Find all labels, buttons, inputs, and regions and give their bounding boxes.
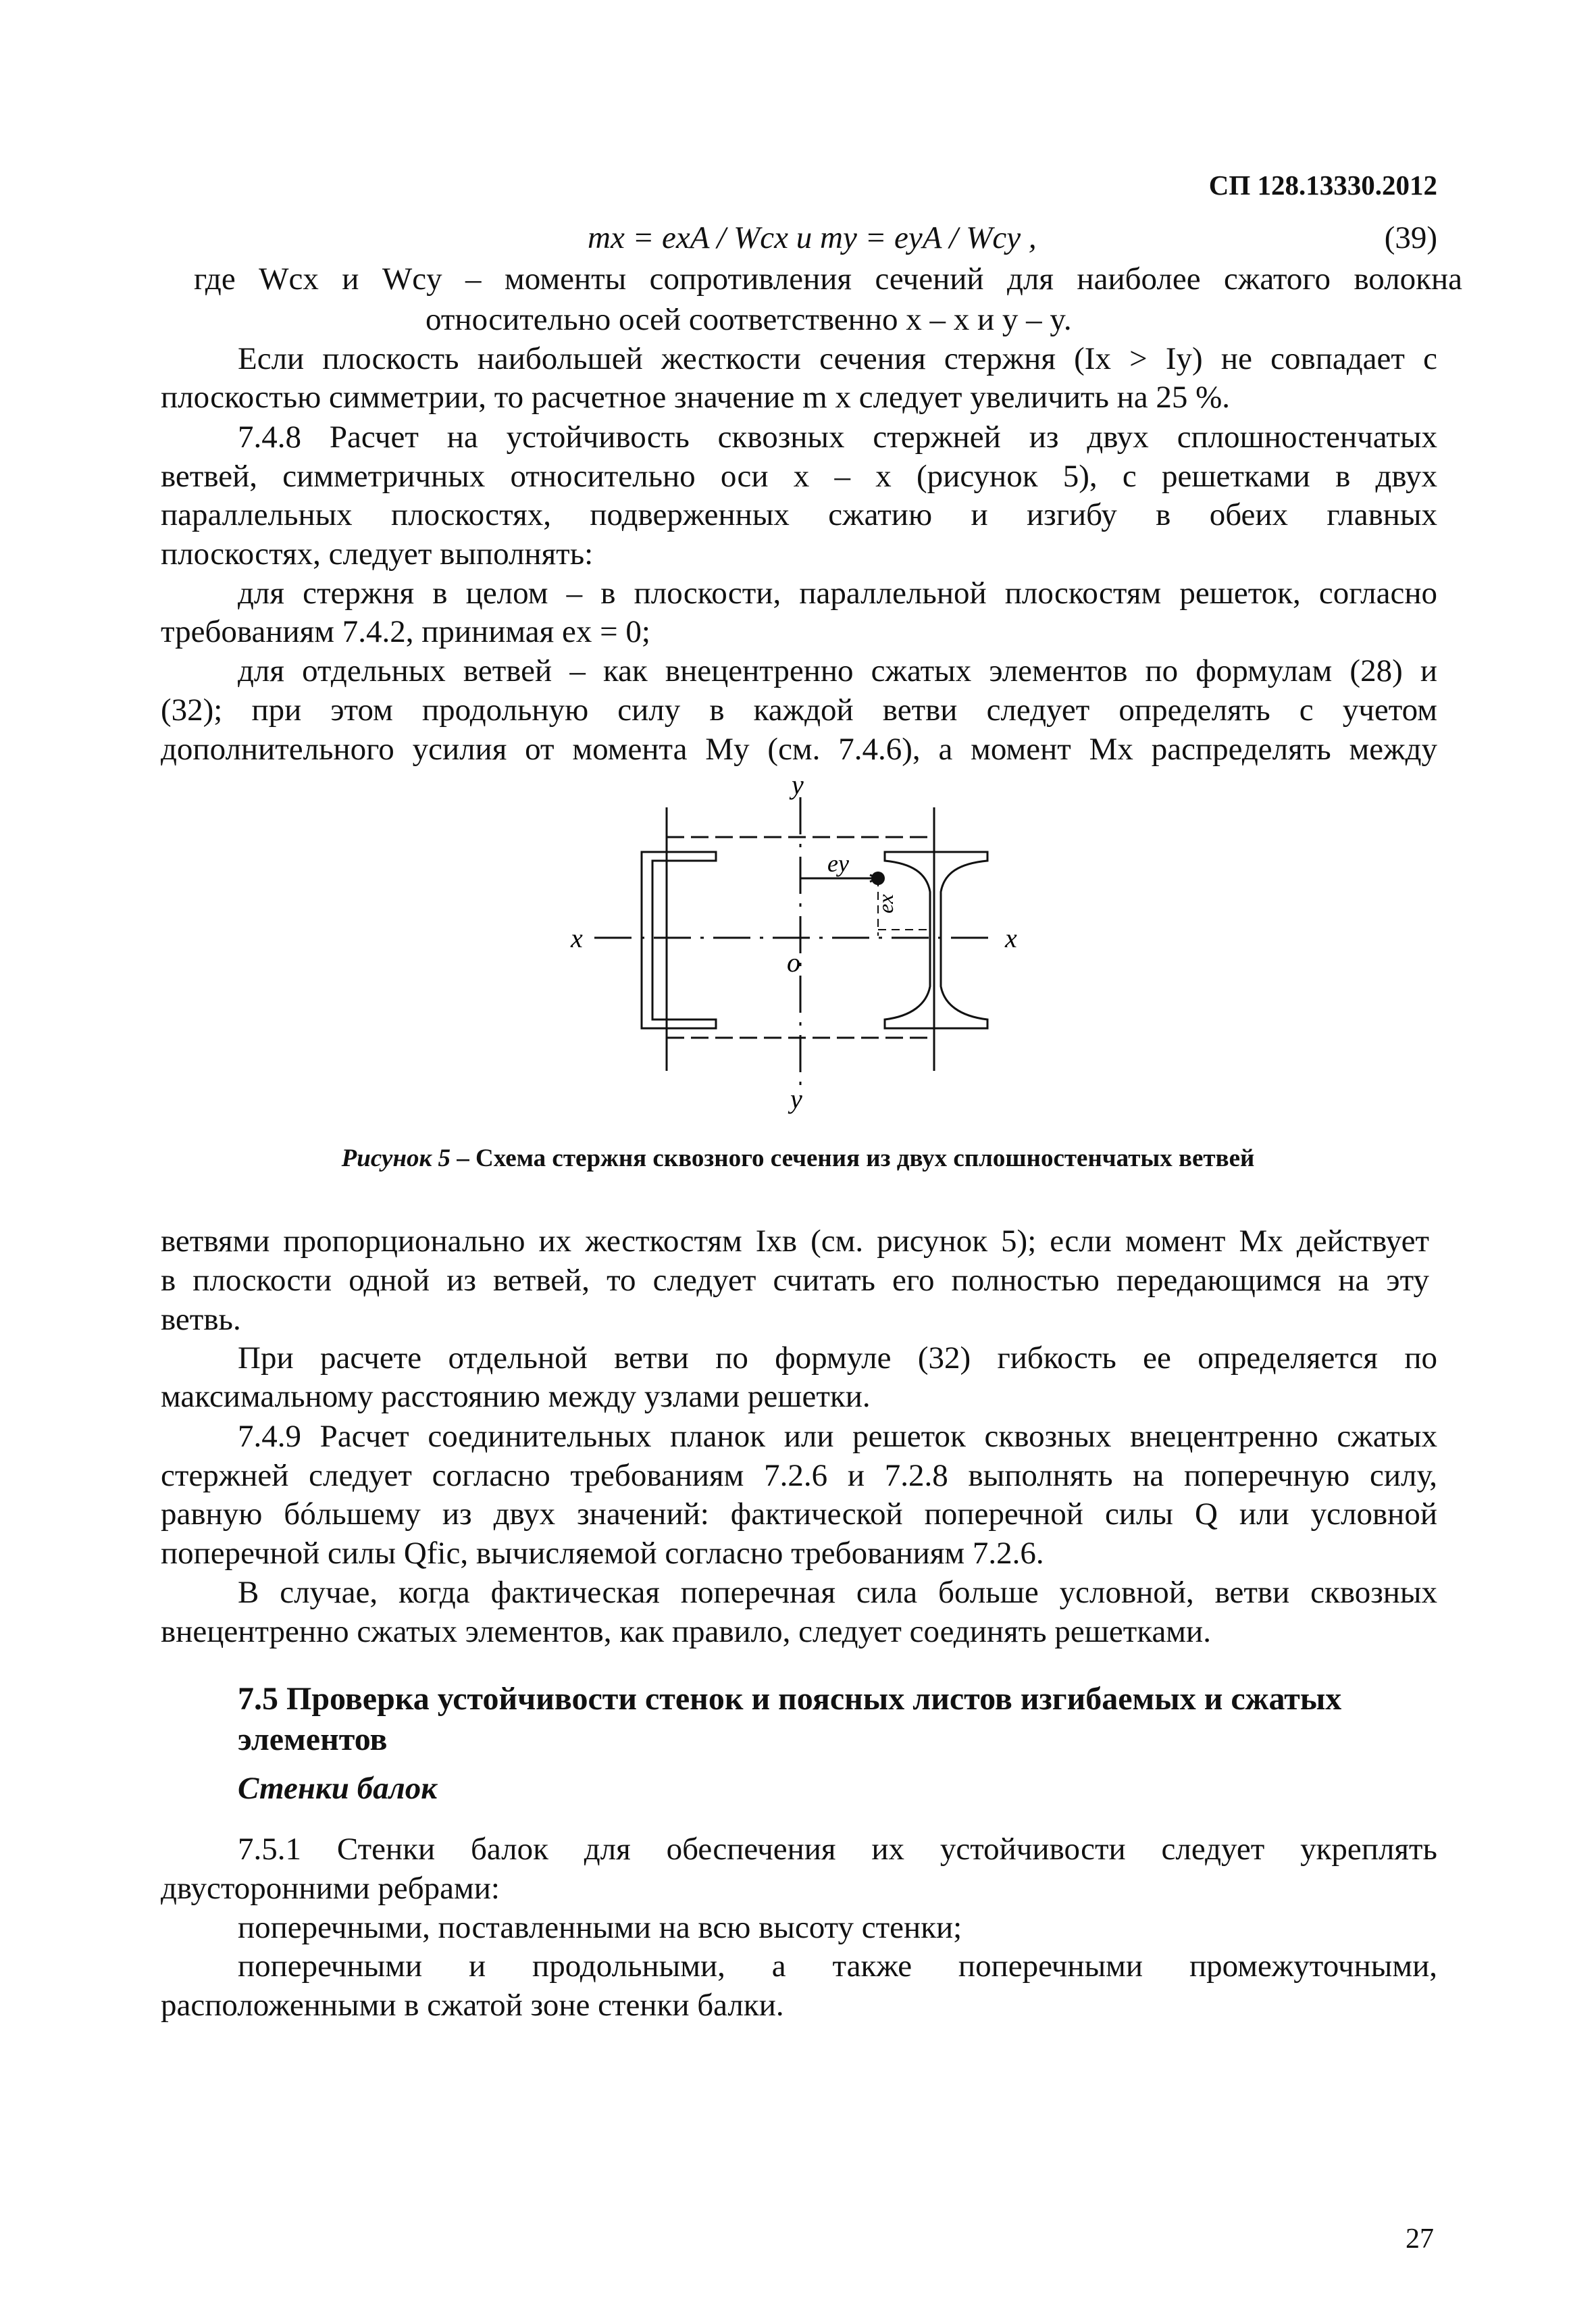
figure-caption-text: – Схема стержня сквозного сечения из двух сплошностенчатых ветвей — [451, 1145, 1255, 1172]
text-line: (32); при этом продольную силу в каждой ветви следует определять с учетом — [161, 693, 1437, 728]
y-axis-label-top: y — [792, 770, 804, 800]
text-line: 7.4.9 Расчет соединительных планок или решеток сквозных внецентренно сжатых — [238, 1419, 1437, 1454]
text-line: ветвей, симметричных относительно оси x – x (рисунок 5), с решетками в двух — [161, 459, 1437, 494]
figure-caption — [0, 1144, 1596, 1173]
text-line: равную бóльшему из двух значений: фактической поперечной силы Q или условной — [161, 1496, 1437, 1532]
channel-section — [642, 852, 716, 1028]
text-line: 7.5.1 Стенки балок для обеспечения их устойчивости следует укреплять — [238, 1832, 1437, 1867]
text-line: расположенными в сжатой зоне стенки балки. — [161, 1988, 784, 2023]
ey-label: ey — [827, 850, 849, 877]
text-line: для стержня в целом – в плоскости, параллельной плоскостям решеток, согласно — [238, 576, 1437, 611]
origin-label: o — [787, 947, 800, 978]
text-line: поперечными и продольными, а также поперечными промежуточными, — [238, 1948, 1437, 1984]
text-line: для отдельных ветвей – как внецентренно сжатых элементов по формулам (28) и — [238, 653, 1437, 688]
text-line: В случае, когда фактическая поперечная сила больше условной, ветви сквозных — [238, 1575, 1437, 1610]
text-line: ветвь. — [161, 1302, 241, 1337]
text-line: 7.4.8 Расчет на устойчивость сквозных стержней из двух сплошностенчатых — [238, 420, 1437, 455]
formula-number: (39) — [1384, 220, 1437, 255]
document-header: СП 128.13330.2012 — [1208, 170, 1437, 201]
text-line: относительно осей соответственно x – x и y – y. — [426, 302, 1072, 337]
x-axis-label-right: x — [1005, 923, 1017, 953]
load-point — [871, 872, 885, 885]
i-beam-section — [885, 852, 987, 1028]
text-line: При расчете отдельной ветви по формуле (32) гибкость ее определяется по — [238, 1340, 1437, 1376]
text-line: плоскостях, следует выполнять: — [161, 536, 594, 572]
text-line: внецентренно сжатых элементов, как правило, следует соединять решетками. — [161, 1614, 1211, 1649]
text-line: дополнительного усилия от момента My (см. 7.4.6), а момент Mx распределять между — [161, 732, 1437, 767]
text-line: в плоскости одной из ветвей, то следует считать его полностью передающимся на эту — [161, 1263, 1429, 1298]
text-line: стержней следует согласно требованиям 7.2.6 и 7.2.8 выполнять на поперечную силу, — [161, 1458, 1437, 1493]
text-line: двусторонними ребрами: — [161, 1871, 500, 1906]
text-line: Если плоскость наибольшей жесткости сечения стержня (Ix > Iy) не совпадает с — [238, 341, 1437, 376]
formula-39: mx = exA / Wcx и my = eyA / Wcy , — [588, 220, 1037, 255]
text-line: поперечной силы Qfic, вычисляемой согласно требованиям 7.2.6. — [161, 1536, 1044, 1571]
text-line: параллельных плоскостях, подверженных сжатию и изгибу в обеих главных — [161, 497, 1437, 532]
y-axis-label-bottom: y — [790, 1084, 802, 1114]
text-line: где Wcx и Wcy – моменты сопротивления сечений для наиболее сжатого волокна — [194, 261, 1462, 297]
ex-label: ex — [873, 894, 898, 913]
subheading-beam-webs: Стенки балок — [238, 1771, 438, 1806]
x-axis-label-left: x — [571, 923, 583, 953]
text-line: максимальному расстоянию между узлами решетки. — [161, 1379, 871, 1414]
text-line: поперечными, поставленными на всю высоту стенки; — [238, 1910, 962, 1945]
figure-caption-prefix: Рисунок 5 — [341, 1145, 451, 1172]
text-line: ветвями пропорционально их жесткостям Ixв (см. рисунок 5); если момент Mx действует — [161, 1224, 1429, 1259]
figure-5-diagram — [527, 770, 1054, 1135]
text-line: плоскостью симметрии, то расчетное значение m x следует увеличить на 25 %. — [161, 380, 1231, 415]
section-heading-7-5: 7.5 Проверка устойчивости стенок и поясных листов изгибаемых и сжатых элементов — [238, 1681, 1342, 1757]
text-line: требованиям 7.4.2, принимая ex = 0; — [161, 614, 650, 649]
page-number: 27 — [1406, 2223, 1434, 2255]
